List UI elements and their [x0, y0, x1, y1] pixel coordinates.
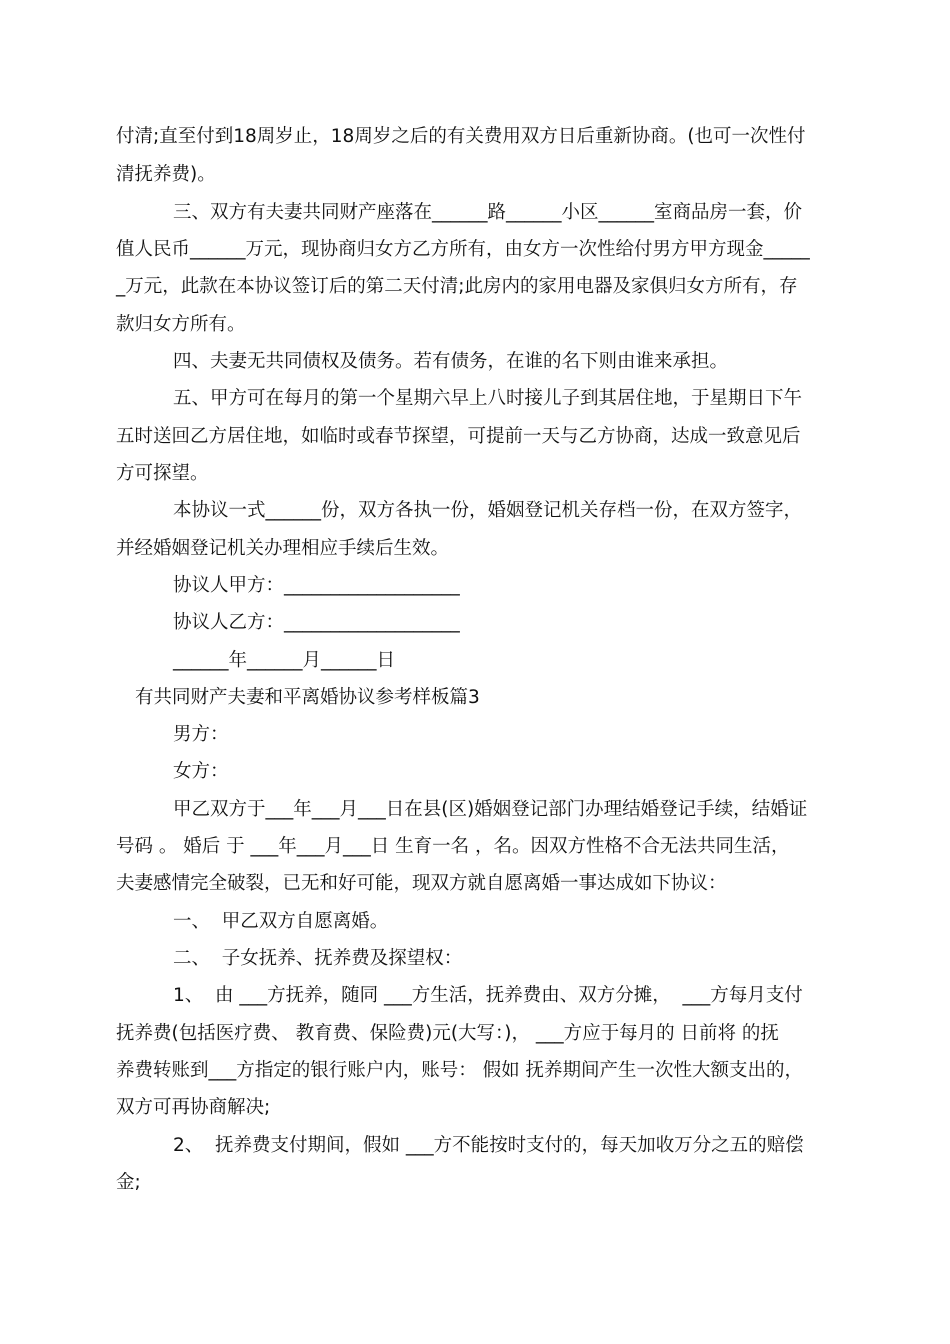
text-line: 抚养费(包括医疗费、 教育费、保险费)元(大写：)， ___方应于每月的 日前将 的抚: [116, 1023, 779, 1044]
signature-line-party-b: 协议人乙方：___________________: [173, 612, 460, 633]
text-line: 一、 甲乙双方自愿离婚。: [173, 911, 389, 932]
text-line: 1、 由 ___方抚养，随同 ___方生活，抚养费由、双方分摊， ___方每月支付: [173, 985, 803, 1006]
text-line: 四、夫妻无共同债权及债务。若有债务，在谁的名下则由谁来承担。: [173, 351, 729, 372]
text-line: 五时送回乙方居住地，如临时或春节探望，可提前一天与乙方协商，达成一致意见后: [116, 426, 801, 447]
text-line: 五、甲方可在每月的第一个星期六早上八时接儿子到其居住地，于星期日下午: [173, 388, 803, 409]
section-title: 有共同财产夫妻和平离婚协议参考样板篇3: [135, 687, 480, 708]
text-line: 本协议一式______份，双方各执一份，婚姻登记机关存档一份，在双方签字，: [173, 500, 803, 521]
text-line: 双方可再协商解决;: [116, 1097, 271, 1118]
text-line: 号码 。 婚后 于 ___年___月___日 生育一名 ，名。因双方性格不合无法共同生活，: [116, 836, 790, 857]
date-line: ______年______月______日: [173, 650, 396, 671]
text-line: 男方：: [173, 724, 229, 745]
text-line: 甲乙双方于___年___月___日在县(区)婚姻登记部门办理结婚登记手续，结婚证: [173, 799, 808, 820]
text-line: 女方：: [173, 761, 229, 782]
text-line: 款归女方所有。: [116, 314, 246, 335]
text-line: 清抚养费)。: [116, 164, 216, 185]
text-line: 付清;直至付到18周岁止，18周岁之后的有关费用双方日后重新协商。(也可一次性付: [116, 126, 806, 147]
text-line: 金;: [116, 1172, 141, 1193]
signature-line-party-a: 协议人甲方：___________________: [173, 575, 460, 596]
text-line: 值人民币______万元，现协商归女方乙方所有，由女方一次性给付男方甲方现金_____: [116, 239, 810, 260]
text-line: 夫妻感情完全破裂，已无和好可能，现双方就自愿离婚一事达成如下协议：: [116, 873, 727, 894]
text-line: _万元，此款在本协议签订后的第二天付清;此房内的家用电器及家俱归女方所有，存: [116, 276, 798, 297]
text-line: 方可探望。: [116, 463, 209, 484]
text-line: 2、 抚养费支付期间，假如 ___方不能按时支付的，每天加收万分之五的赔偿: [173, 1135, 804, 1156]
text-line: 并经婚姻登记机关办理相应手续后生效。: [116, 538, 450, 559]
text-line: 三、双方有夫妻共同财产座落在______路______小区______室商品房一套，价: [173, 202, 803, 223]
text-line: 二、 子女抚养、抚养费及探望权：: [173, 948, 463, 969]
text-line: 养费转账到___方指定的银行账户内，账号： 假如 抚养期间产生一次性大额支出的，: [116, 1060, 804, 1081]
